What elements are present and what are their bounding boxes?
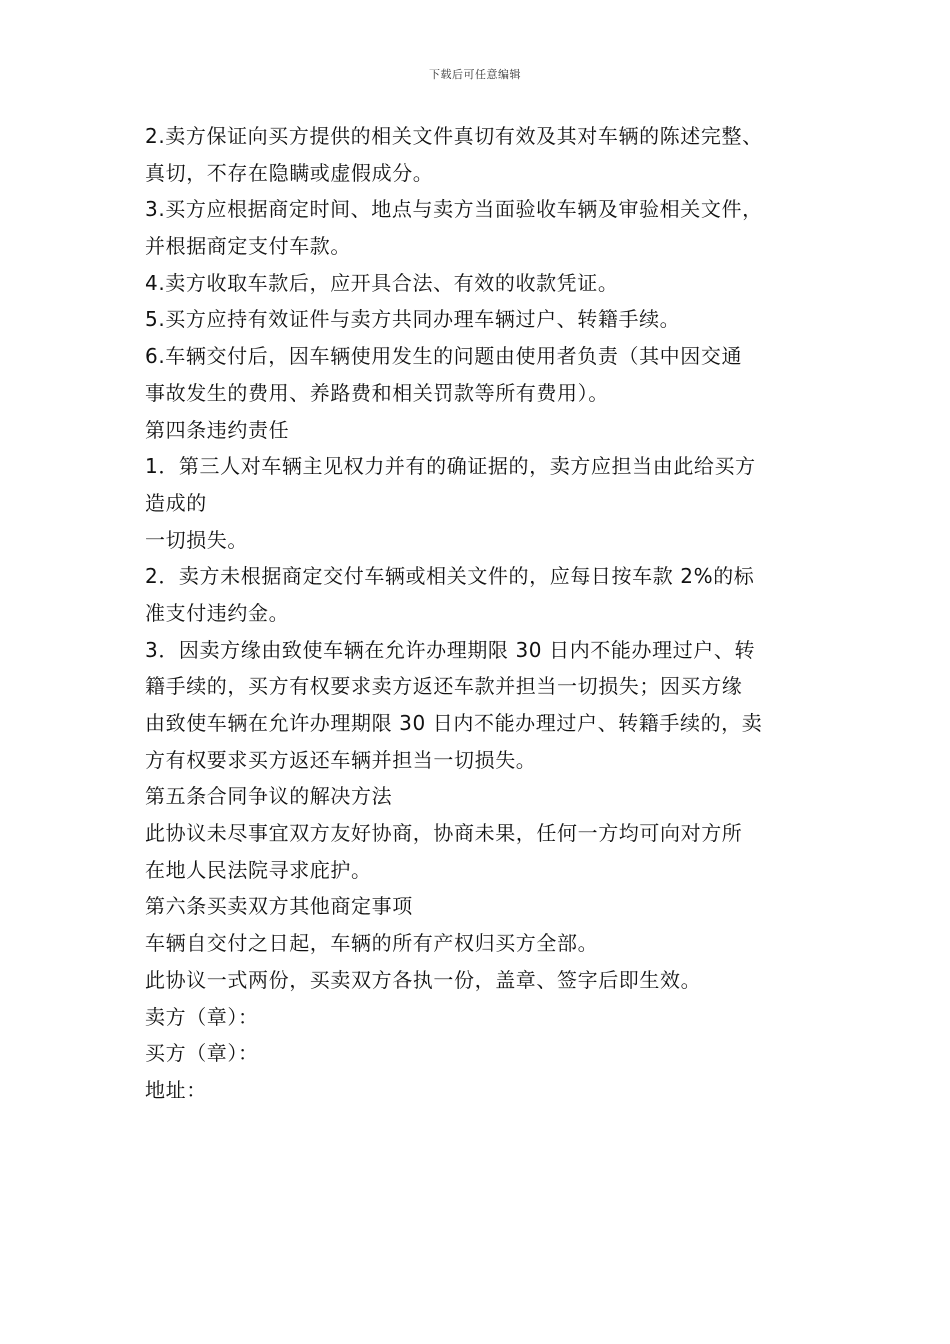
body-line: 2．卖方未根据商定交付车辆或相关文件的，应每日按车款 2%的标: [145, 564, 755, 589]
body-line: 5.买方应持有效证件与卖方共同办理车辆过户、转籍手续。: [145, 307, 681, 332]
header-note: 下载后可任意编辑: [429, 68, 521, 81]
buyer-seal-field: 买方（章）：: [145, 1041, 259, 1066]
seller-seal-field: 卖方（章）：: [145, 1004, 259, 1029]
body-line: 此协议一式两份，买卖双方各执一份，盖章、签字后即生效。: [145, 967, 702, 992]
body-line: 1．第三人对车辆主见权力并有的确证据的，卖方应担当由此给买方: [145, 454, 756, 479]
document-body: [145, 118, 835, 1109]
body-line: 3．因卖方缘由致使车辆在允许办理期限 30 日内不能办理过户、转: [145, 637, 756, 662]
body-line: 2.卖方保证向买方提供的相关文件真切有效及其对车辆的陈述完整、: [145, 124, 763, 148]
body-line: 车辆自交付之日起，车辆的所有产权归买方全部。: [145, 931, 599, 956]
section-heading: 第四条违约责任: [145, 417, 290, 442]
body-line: 并根据商定支付车款。: [145, 234, 351, 259]
body-line: 一切损失。: [145, 527, 248, 552]
section-heading: 第六条买卖双方其他商定事项: [145, 894, 413, 919]
body-line: 造成的: [145, 490, 207, 515]
body-line: 4.卖方收取车款后，应开具合法、有效的收款凭证。: [145, 270, 619, 295]
body-line: 籍手续的，买方有权要求卖方返还车款并担当一切损失；因买方缘: [145, 674, 743, 699]
body-line: 方有权要求买方返还车辆并担当一切损失。: [145, 747, 537, 772]
address-field: 地址：: [145, 1077, 207, 1102]
body-line: 在地人民法院寻求庇护。: [145, 857, 372, 882]
body-line: 准支付违约金。: [145, 600, 290, 625]
body-line: 真切，不存在隐瞒或虚假成分。: [145, 160, 434, 185]
section-heading: 第五条合同争议的解决方法: [145, 784, 393, 809]
body-line: 此协议未尽事宜双方友好协商，协商未果，任何一方均可向对方所: [145, 821, 743, 846]
body-line: 3.买方应根据商定时间、地点与卖方当面验收车辆及审验相关文件，: [145, 197, 763, 222]
body-line: 6.车辆交付后，因车辆使用发生的问题由使用者负责（其中因交通: [145, 344, 743, 369]
body-line: 事故发生的费用、养路费和相关罚款等所有费用）。: [145, 380, 609, 405]
body-line: 由致使车辆在允许办理期限 30 日内不能办理过户、转籍手续的，卖: [145, 711, 763, 735]
